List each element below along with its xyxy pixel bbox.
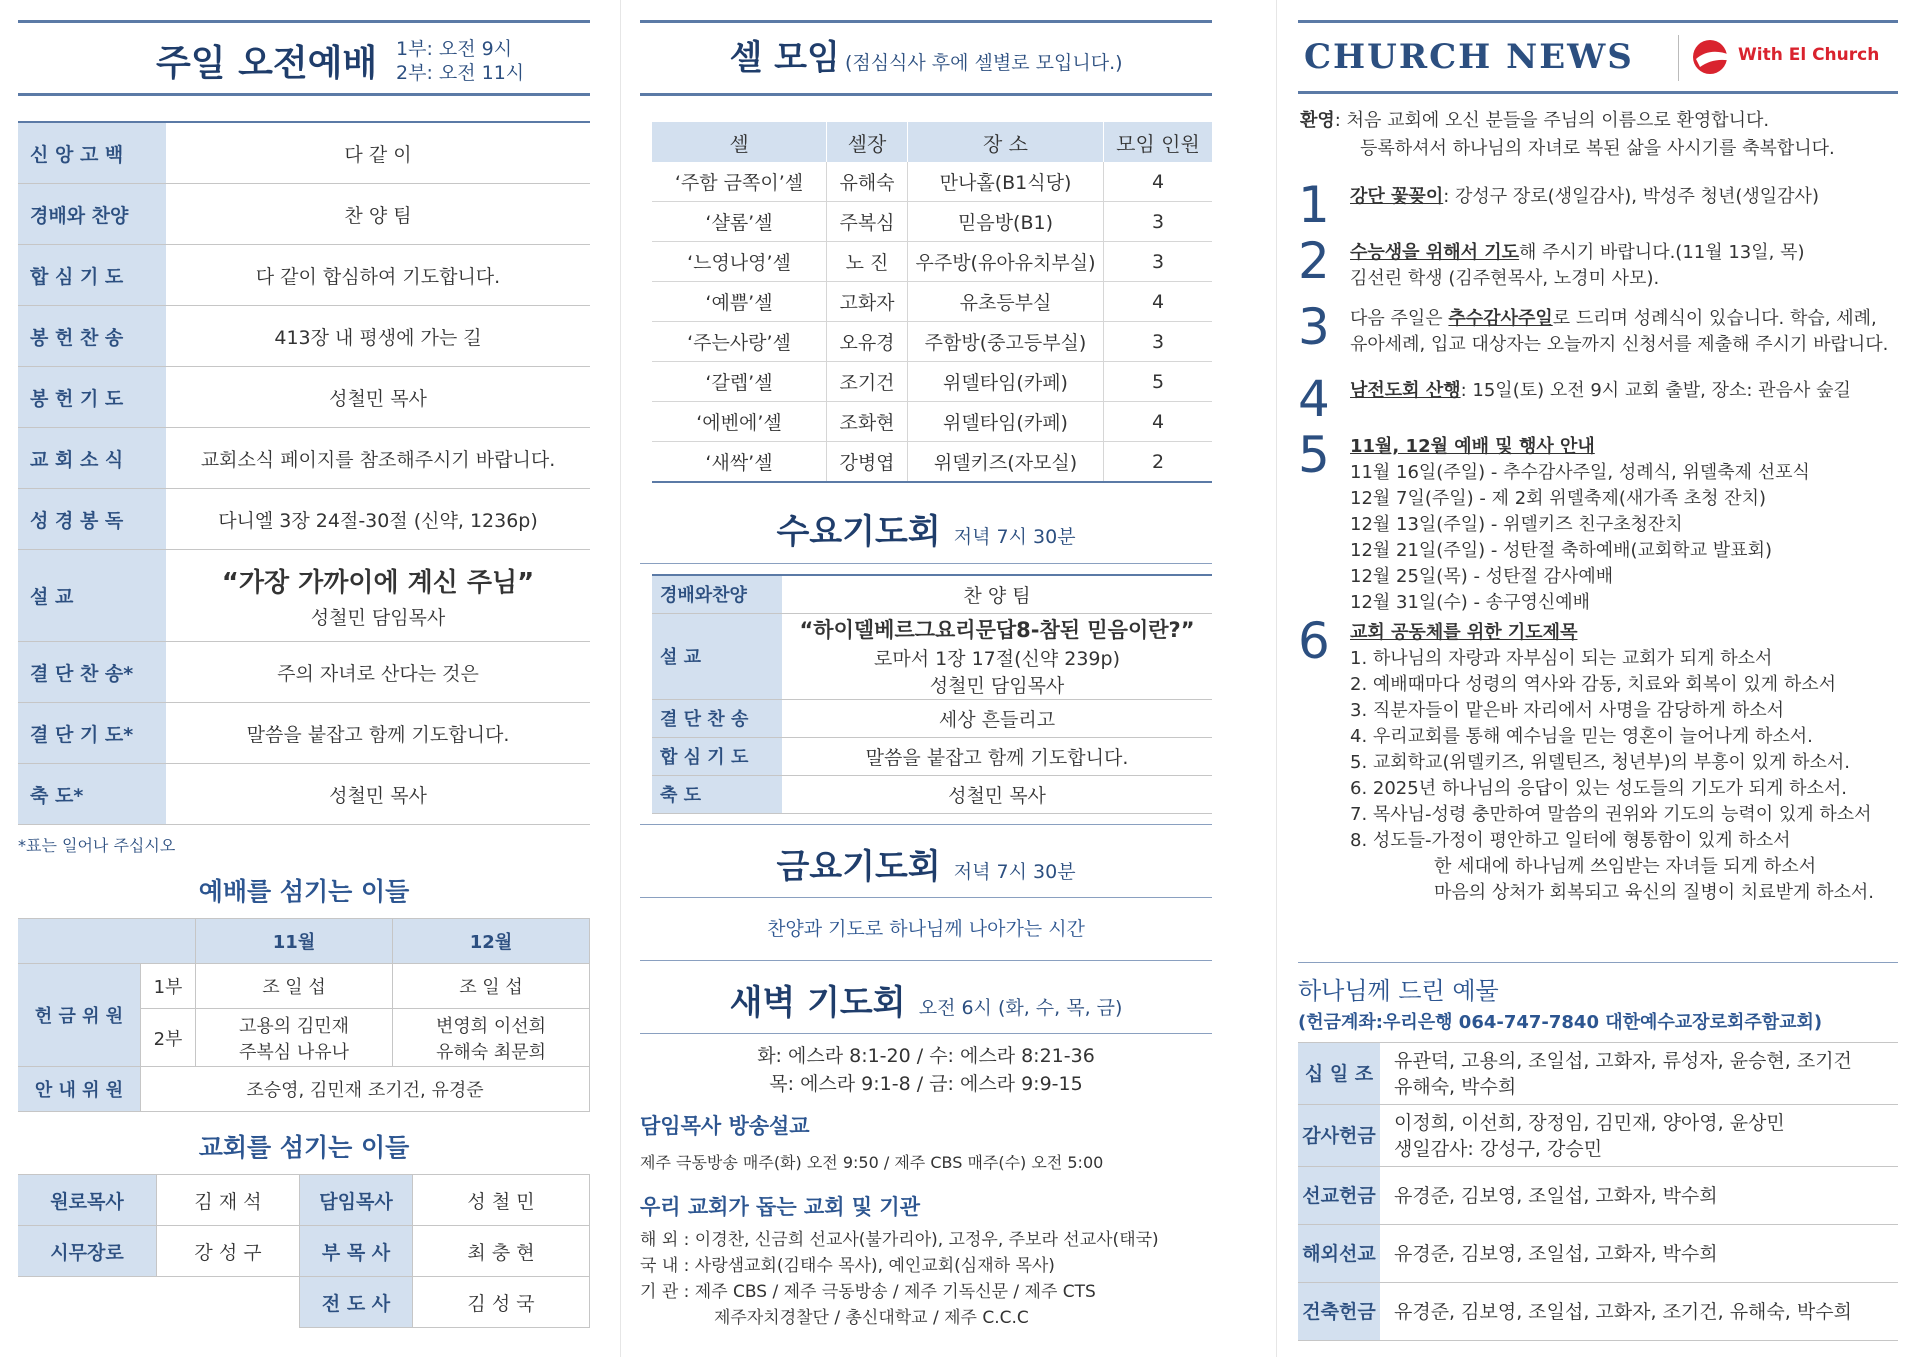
worship-times (396, 37, 524, 85)
role-label: 부 목 사 (300, 1226, 413, 1277)
order-value: 주의 자녀로 산다는 것은 (166, 642, 590, 703)
support-line: 국 내 : 사랑샘교회(김태수 목사), 예인교회(심재하 목사) (640, 1255, 1055, 1276)
church-logo-text: With El Church (1738, 45, 1880, 65)
church-logo-icon (1690, 37, 1736, 77)
nov-second-line: 고용의 김민재 (238, 1015, 350, 1037)
dawn-readings (640, 1042, 1212, 1098)
offering-label: 건축헌금 (1298, 1283, 1380, 1341)
rule (1298, 962, 1898, 963)
sermon-label: 설 교 (18, 550, 166, 642)
sermon-preacher: 성철민 담임목사 (310, 606, 446, 629)
order-label: 봉 헌 찬 송 (18, 306, 166, 367)
order-value: 교회소식 페이지를 참조해주시기 바랍니다. (166, 428, 590, 489)
wednesday-title: 수요기도회 (776, 512, 941, 552)
news-keyword: 강단 꽃꽂이 (1350, 186, 1444, 207)
worship-title: 주일 오전예배 (156, 43, 378, 84)
order-row (18, 367, 590, 428)
news-text: : 강성구 장로(생일감사), 박성주 청년(생일감사) (1443, 186, 1819, 207)
cell-place: 위델타임(카페) (908, 362, 1104, 402)
cell-leader: 주복심 (827, 202, 908, 242)
support-title: 우리 교회가 돕는 교회 및 기관 (640, 1194, 920, 1219)
rule (640, 824, 1212, 825)
support-line: 제주자치경찰단 / 총신대학교 / 제주 C.C.C (714, 1307, 1029, 1328)
servers-table (18, 918, 590, 1112)
dawn-reading: 화: 에스라 8:1-20 / 수: 에스라 8:21-36 (757, 1044, 1095, 1067)
order-value: 다니엘 3장 24절-30절 (신약, 1236p) (166, 489, 590, 550)
worship-order-table (18, 121, 590, 825)
month-nov: 11월 (196, 919, 393, 964)
news-item-2 (1350, 240, 1804, 292)
offering-names (1380, 1105, 1898, 1167)
news-keyword: 남전도회 산행 (1350, 380, 1461, 401)
role-person: 김 성 국 (413, 1277, 590, 1328)
wednesday-time: 저녁 7시 30분 (953, 526, 1076, 548)
names-line: 유해숙, 박수희 (1394, 1075, 1517, 1098)
cell-place: 유초등부실 (908, 282, 1104, 322)
table-row (652, 202, 1212, 242)
news-keyword: 추수감사주일 (1448, 308, 1553, 329)
table-row (652, 362, 1212, 402)
worship-time-2: 2부: 오전 11시 (396, 62, 525, 84)
prayer-line: 한 세대에 하나님께 쓰임받는 자녀들 되게 하소서 (1434, 856, 1817, 877)
news-text: 해 주시기 바랍니다.(11월 13일, 목) (1519, 242, 1805, 263)
news-keyword: 11월, 12월 예배 및 행사 안내 (1350, 436, 1595, 457)
cell-title: 셀 모임 (729, 38, 840, 78)
sermon-title: “하이델베르그요리문답8-참된 믿음이란?” (799, 618, 1195, 642)
cell-count: 3 (1104, 322, 1213, 362)
cell-leader: 유해숙 (827, 162, 908, 202)
news-item-1 (1350, 184, 1819, 210)
news-text: 김선린 학생 (김주현목사, 노경미 사모). (1350, 268, 1660, 289)
cell-name: ‘갈렙’셀 (652, 362, 827, 402)
servers-blank-head (18, 919, 196, 964)
worship-header (18, 23, 590, 93)
order-label: 경배와 찬양 (18, 184, 166, 245)
sermon-row (18, 550, 590, 642)
dec-second-line: 유해숙 최문희 (435, 1041, 547, 1063)
order-value: 성철민 목사 (782, 775, 1212, 813)
wednesday-table (652, 574, 1212, 814)
offering-label: 십 일 조 (1298, 1043, 1380, 1105)
offering-label: 선교헌금 (1298, 1167, 1380, 1225)
event-line: 12월 25일(목) - 성탄절 감사예배 (1350, 566, 1614, 587)
dawn-reading: 목: 에스라 9:1-8 / 금: 에스라 9:9-15 (769, 1072, 1083, 1095)
role-person: 최 충 현 (413, 1226, 590, 1277)
offering-committee-label: 헌 금 위 원 (18, 964, 141, 1067)
role-person: 김 재 석 (157, 1175, 300, 1226)
sermon-title: “가장 가까이에 계신 주님” (221, 567, 535, 598)
cell-name: ‘새싹’셀 (652, 442, 827, 483)
event-line: 12월 13일(주일) - 위델키즈 친구초청잔치 (1350, 514, 1683, 535)
cell-header (640, 23, 1212, 93)
friday-desc: 찬양과 기도로 하나님께 나아가는 시간 (767, 917, 1085, 940)
cell-leader: 노 진 (827, 242, 908, 282)
news-column (1298, 0, 1898, 1323)
news-number: 6 (1298, 612, 1330, 670)
cell-place: 위델키즈(자모실) (908, 442, 1104, 483)
cell-name: ‘주함 금쪽이’셀 (652, 162, 827, 202)
table-row (652, 162, 1212, 202)
offering-title: 하나님께 드린 예물 (1298, 977, 1499, 1005)
friday-title: 금요기도회 (776, 846, 941, 887)
order-value: 성철민 목사 (166, 764, 590, 825)
welcome-text-2: 등록하셔서 하나님의 자녀로 복된 삶을 사시기를 축복합니다. (1360, 138, 1835, 159)
cell-leader: 조화현 (827, 402, 908, 442)
cell-count: 2 (1104, 442, 1213, 483)
cell-place: 만나홀(B1식당) (908, 162, 1104, 202)
service-first: 1부 (141, 964, 196, 1009)
cell-count: 4 (1104, 282, 1213, 322)
order-label: 봉 헌 기 도 (18, 367, 166, 428)
sermon-label: 설 교 (652, 613, 782, 699)
cell-leader: 강병엽 (827, 442, 908, 483)
order-label: 성 경 봉 독 (18, 489, 166, 550)
cell-name: ‘에벤에’셀 (652, 402, 827, 442)
news-keyword: 수능생을 위해서 기도 (1350, 242, 1520, 263)
nov-first: 조 일 섭 (196, 964, 393, 1009)
order-value: 말씀을 붙잡고 함께 기도합니다. (782, 737, 1212, 775)
cell-name: ‘주는사랑’셀 (652, 322, 827, 362)
names-line: 생일감사: 강성구, 강승민 (1394, 1137, 1603, 1160)
order-value: 말씀을 붙잡고 함께 기도합니다. (166, 703, 590, 764)
order-value: 세상 흔들리고 (782, 699, 1212, 737)
guide-label: 안 내 위 원 (18, 1067, 141, 1112)
names-line: 유경준, 김보영, 조일섭, 고화자, 박수희 (1394, 1184, 1718, 1207)
prayer-line: 3. 직분자들이 맡은바 자리에서 사명을 감당하게 하소서 (1350, 700, 1785, 721)
news-title: CHURCH NEWS (1304, 37, 1634, 77)
standing-note: *표는 일어나 주십시오 (18, 836, 176, 855)
news-number: 4 (1298, 370, 1330, 428)
cell-table (652, 122, 1212, 483)
wednesday-header (640, 501, 1212, 563)
prayer-line: 2. 예배때마다 성령의 역사와 감동, 치료와 회복이 있게 하소서 (1350, 674, 1836, 695)
order-label: 결 단 찬 송* (18, 642, 166, 703)
dec-second (393, 1009, 590, 1067)
col-leader: 셀장 (827, 122, 908, 162)
role-person: 강 성 구 (157, 1226, 300, 1277)
guide-value: 조승영, 김민재 조기건, 유경준 (141, 1067, 590, 1112)
dawn-time: 오전 6시 (화, 수, 목, 금) (918, 996, 1123, 1019)
order-label: 축 도 (652, 775, 782, 813)
nov-second (196, 1009, 393, 1067)
prayer-line: 5. 교회학교(위델키즈, 위델틴즈, 청년부)의 부흥이 있게 하소서. (1350, 752, 1851, 773)
order-row (18, 642, 590, 703)
prayer-line: 4. 우리교회를 통해 예수님을 믿는 영혼이 늘어나게 하소서. (1350, 726, 1813, 747)
offering-section (1298, 962, 1898, 1341)
friday-time: 저녁 7시 30분 (953, 860, 1076, 883)
order-value: 찬 양 팀 (782, 575, 1212, 613)
prayer-line: 6. 2025년 하나님의 응답이 있는 성도들의 기도가 되게 하소서. (1350, 778, 1848, 799)
cell-leader: 고화자 (827, 282, 908, 322)
church-servers-table (18, 1174, 590, 1328)
prayer-line: 8. 성도들-가정이 평안하고 일터에 형통함이 있게 하소서 (1350, 830, 1791, 851)
prayer-line: 1. 하나님의 자랑과 자부심이 되는 교회가 되게 하소서 (1350, 648, 1773, 669)
order-label: 경배와찬양 (652, 575, 782, 613)
order-value: 413장 내 평생에 가는 길 (166, 306, 590, 367)
order-row (18, 703, 590, 764)
header-rule (18, 93, 590, 96)
table-row (652, 282, 1212, 322)
order-label: 신 앙 고 백 (18, 122, 166, 184)
worship-time-1: 1부: 오전 9시 (396, 38, 513, 60)
offering-names (1380, 1225, 1898, 1283)
cell-count: 3 (1104, 202, 1213, 242)
col-place: 장 소 (908, 122, 1104, 162)
broadcast-title: 담임목사 방송설교 (640, 1113, 810, 1138)
table-row (652, 322, 1212, 362)
news-text: : 15일(토) 오전 9시 교회 출발, 장소: 관음사 숲길 (1460, 380, 1851, 401)
news-item-3 (1350, 306, 1888, 358)
order-row (18, 428, 590, 489)
prayer-line: 7. 목사님-성령 충만하여 말씀의 권위와 기도의 능력이 있게 하소서 (1350, 804, 1872, 825)
sermon-cell (782, 613, 1212, 699)
support-list (640, 1227, 1212, 1331)
welcome-label: 환영 (1300, 110, 1335, 131)
order-value: 찬 양 팀 (166, 184, 590, 245)
header-divider (1678, 35, 1679, 81)
event-line: 12월 31일(수) - 송구영신예배 (1350, 592, 1591, 613)
order-row (18, 122, 590, 184)
order-value: 다 같 이 (166, 122, 590, 184)
servers-title: 예배를 섬기는 이들 (198, 877, 410, 906)
cell-name: ‘예쁨’셀 (652, 282, 827, 322)
welcome-text: : 처음 교회에 오신 분들을 주님의 이름으로 환영합니다. (1334, 110, 1770, 131)
dawn-title: 새벽 기도회 (729, 982, 906, 1023)
order-value: 성철민 목사 (166, 367, 590, 428)
cell-place: 위델타임(카페) (908, 402, 1104, 442)
cell-count: 4 (1104, 402, 1213, 442)
news-text: 로 드리며 성례식이 있습니다. 학습, 세례, (1552, 308, 1877, 329)
support-line: 해 외 : 이경찬, 신금희 선교사(불가리아), 고정우, 주보라 선교사(태국) (640, 1229, 1159, 1250)
news-keyword: 교회 공동체를 위한 기도제목 (1350, 622, 1578, 643)
table-row (652, 402, 1212, 442)
role-person: 성 철 민 (413, 1175, 590, 1226)
names-line: 유경준, 김보영, 조일섭, 고화자, 박수희 (1394, 1242, 1718, 1265)
gatherings-column (640, 0, 1212, 1331)
cell-count: 5 (1104, 362, 1213, 402)
service-second: 2부 (141, 1009, 196, 1067)
order-label: 합 심 기 도 (18, 245, 166, 306)
header-rule (640, 93, 1212, 96)
cell-leader: 오유경 (827, 322, 908, 362)
role-label: 원로목사 (18, 1175, 157, 1226)
order-row (18, 184, 590, 245)
news-number: 5 (1298, 426, 1330, 484)
news-number: 3 (1298, 298, 1330, 356)
support-line: 기 관 : 제주 CBS / 제주 극동방송 / 제주 기독신문 / 제주 CTS (640, 1281, 1096, 1302)
event-line: 12월 7일(주일) - 제 2회 위델축제(새가족 초청 잔치) (1350, 488, 1767, 509)
event-line: 12월 21일(주일) - 성탄절 축하예배(교회학교 발표회) (1350, 540, 1772, 561)
table-row (652, 442, 1212, 483)
rule (640, 960, 1212, 961)
names-line: 유관덕, 고용의, 조일섭, 고화자, 류성자, 윤승현, 조기건 (1394, 1049, 1852, 1072)
cell-place: 우주방(유아유치부실) (908, 242, 1104, 282)
order-label: 축 도* (18, 764, 166, 825)
role-label: 시무장로 (18, 1226, 157, 1277)
news-header (1298, 23, 1898, 91)
offering-label: 감사헌금 (1298, 1105, 1380, 1167)
offering-label: 해외선교 (1298, 1225, 1380, 1283)
news-number: 1 (1298, 176, 1330, 234)
offering-names (1380, 1043, 1898, 1105)
dec-second-line: 변영희 이선희 (435, 1015, 547, 1037)
news-text: 다음 주일은 (1350, 308, 1449, 329)
offering-account: (헌금계좌:우리은행 064-747-7840 대한예수교장로회주함교회) (1298, 1012, 1823, 1033)
cell-name: ‘느영나영’셀 (652, 242, 827, 282)
sermon-ref: 로마서 1장 17절(신약 239p) (873, 648, 1120, 670)
news-item-5 (1350, 434, 1810, 616)
col-count: 모임 인원 (1104, 122, 1213, 162)
names-line: 유경준, 김보영, 조일섭, 고화자, 조기건, 유해숙, 박수희 (1394, 1300, 1852, 1323)
offering-names (1380, 1167, 1898, 1225)
order-label: 결 단 기 도* (18, 703, 166, 764)
rule (640, 563, 1212, 564)
nov-second-line: 주복심 나유나 (238, 1041, 350, 1063)
news-item-6 (1350, 620, 1874, 906)
prayer-line: 마음의 상처가 회복되고 육신의 질병이 치료받게 하소서. (1434, 882, 1874, 903)
order-label: 합 심 기 도 (652, 737, 782, 775)
order-row (18, 489, 590, 550)
cell-count: 4 (1104, 162, 1213, 202)
friday-header (640, 837, 1212, 897)
cell-name: ‘샬롬’셀 (652, 202, 827, 242)
cell-leader: 조기건 (827, 362, 908, 402)
order-label: 결 단 찬 송 (652, 699, 782, 737)
order-row (18, 245, 590, 306)
cell-place: 믿음방(B1) (908, 202, 1104, 242)
table-row (652, 242, 1212, 282)
offering-table (1298, 1042, 1898, 1341)
sermon-cell (166, 550, 590, 642)
news-list (1298, 94, 1898, 994)
blank-cell (18, 1277, 300, 1328)
dawn-header (640, 973, 1212, 1033)
news-text: 유아세례, 입교 대상자는 오늘까지 신청서를 제출해 주시기 바랍니다. (1350, 334, 1889, 355)
order-value: 다 같이 합심하여 기도합니다. (166, 245, 590, 306)
cell-subtitle: (점심식사 후에 셀별로 모입니다.) (844, 52, 1123, 74)
names-line: 이정희, 이선희, 장정임, 김민재, 양아영, 윤상민 (1394, 1111, 1785, 1134)
order-row (18, 306, 590, 367)
month-dec: 12월 (393, 919, 590, 964)
offering-names (1380, 1283, 1898, 1341)
news-number: 2 (1298, 232, 1330, 290)
broadcast-text: 제주 극동방송 매주(화) 오전 9:50 / 제주 CBS 매주(수) 오전 5:00 (640, 1152, 1104, 1172)
sermon-preacher: 성철민 담임목사 (929, 675, 1065, 697)
dec-first: 조 일 섭 (393, 964, 590, 1009)
order-row (18, 764, 590, 825)
church-servers-title: 교회를 섬기는 이들 (198, 1133, 410, 1162)
col-cell: 셀 (652, 122, 827, 162)
order-label: 교 회 소 식 (18, 428, 166, 489)
welcome-line (1300, 108, 1769, 134)
worship-column (18, 0, 590, 1328)
cell-place: 주함방(중고등부실) (908, 322, 1104, 362)
cell-count: 3 (1104, 242, 1213, 282)
role-label: 담임목사 (300, 1175, 413, 1226)
role-label: 전 도 사 (300, 1277, 413, 1328)
news-item-4 (1350, 378, 1851, 404)
event-line: 11월 16일(주일) - 추수감사주일, 성례식, 위델축제 선포식 (1350, 462, 1810, 483)
cell-head-row (652, 122, 1212, 162)
